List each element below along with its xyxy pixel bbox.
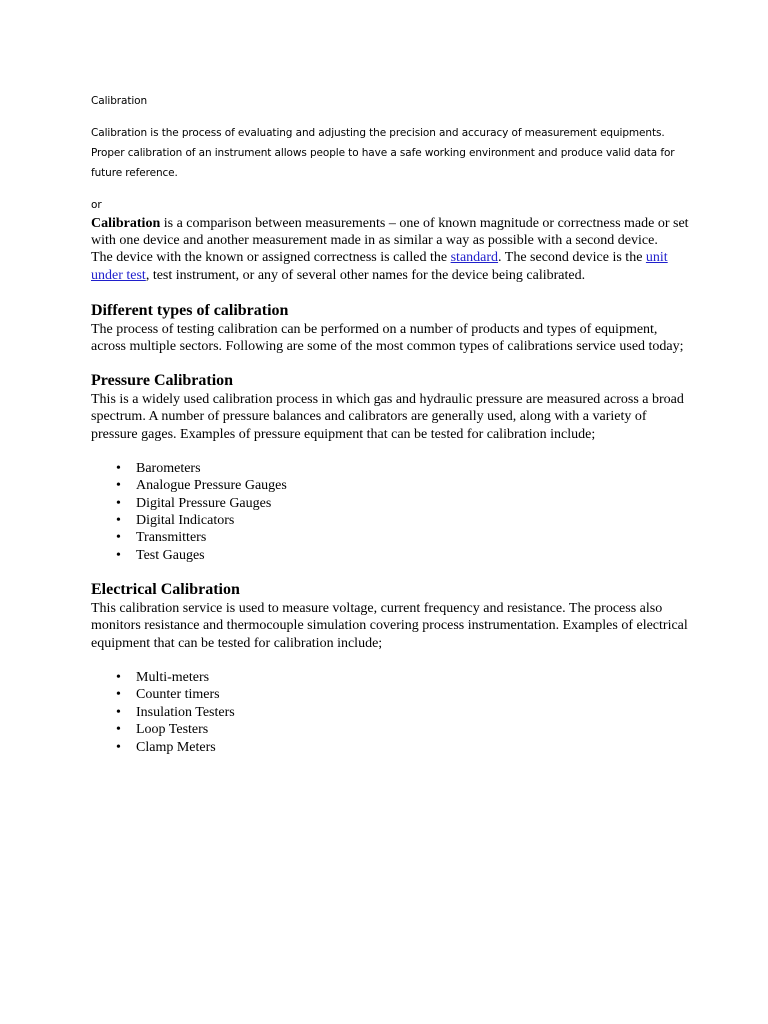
bullet-icon: •	[116, 739, 121, 755]
types-paragraph: The process of testing calibration can be performed on a number of products and types of equipment, across multiple sectors. Following are some of the most common types of calibrations service used today;	[91, 321, 684, 355]
device-text-2: . The second device is the	[498, 250, 646, 266]
device-paragraph	[91, 249, 691, 283]
definition-paragraph	[91, 215, 691, 249]
bullet-icon: •	[116, 669, 121, 685]
bullet-icon: •	[116, 530, 121, 546]
standard-link[interactable]: standard	[450, 250, 499, 266]
bullet-icon: •	[116, 478, 121, 494]
bullet-icon: •	[116, 704, 121, 720]
list-item: • Multi-meters	[116, 669, 210, 685]
intro-paragraph: Calibration is the process of evaluating and adjusting the precision and accuracy of measurement equipments. Proper calibration of an instrument allows people to have a safe working environment and produce valid data for future reference.	[91, 127, 675, 179]
electrical-equipment-list	[91, 669, 691, 756]
list-item: • Loop Testers	[116, 722, 209, 738]
types-heading: Different types of calibration	[91, 301, 289, 319]
bullet-icon: •	[116, 547, 121, 563]
list-item: • Digital Indicators	[116, 513, 235, 529]
list-item: • Barometers	[116, 460, 201, 476]
list-item: • Transmitters	[116, 530, 207, 546]
document-title: Calibration	[91, 95, 148, 107]
bullet-icon: •	[116, 687, 121, 703]
bullet-icon: •	[116, 722, 121, 738]
device-text-1: The device with the known or assigned correctness is called the	[91, 250, 451, 266]
pressure-paragraph: This is a widely used calibration process in which gas and hydraulic pressure are measured across a broad spectrum. A number of pressure balances and calibrators are generally used, along with a variety of pressure gages. Examples of pressure equipment that can be tested for calibration include;	[91, 392, 684, 442]
list-item: • Test Gauges	[116, 547, 205, 563]
list-item: • Counter timers	[116, 687, 220, 703]
electrical-heading: Electrical Calibration	[91, 581, 240, 599]
list-item: • Clamp Meters	[116, 739, 216, 755]
bullet-icon: •	[116, 495, 121, 511]
definition-text: is a comparison between measurements – one of known magnitude or correctness made or set with one device and another measurement made in as similar a way as possible with a second device.	[91, 216, 689, 249]
list-item: • Digital Pressure Gauges	[116, 495, 272, 511]
bullet-icon: •	[116, 460, 121, 476]
pressure-heading: Pressure Calibration	[91, 372, 234, 390]
document-content	[91, 91, 691, 756]
electrical-paragraph: This calibration service is used to measure voltage, current frequency and resistance. The process also monitors resistance and thermocouple simulation covering process instrumentation. Examples of electrical equipment that can be tested for calibration include;	[91, 601, 688, 651]
bullet-icon: •	[116, 513, 121, 529]
pressure-equipment-list	[91, 460, 691, 564]
list-item: • Insulation Testers	[116, 704, 235, 720]
list-item: • Analogue Pressure Gauges	[116, 478, 287, 494]
device-text-3: , test instrument, or any of several other names for the device being calibrated.	[145, 267, 586, 283]
or-separator: or	[91, 199, 102, 211]
definition-term: Calibration	[91, 216, 161, 231]
unit-under-test-link[interactable]: unit under test	[91, 250, 668, 283]
